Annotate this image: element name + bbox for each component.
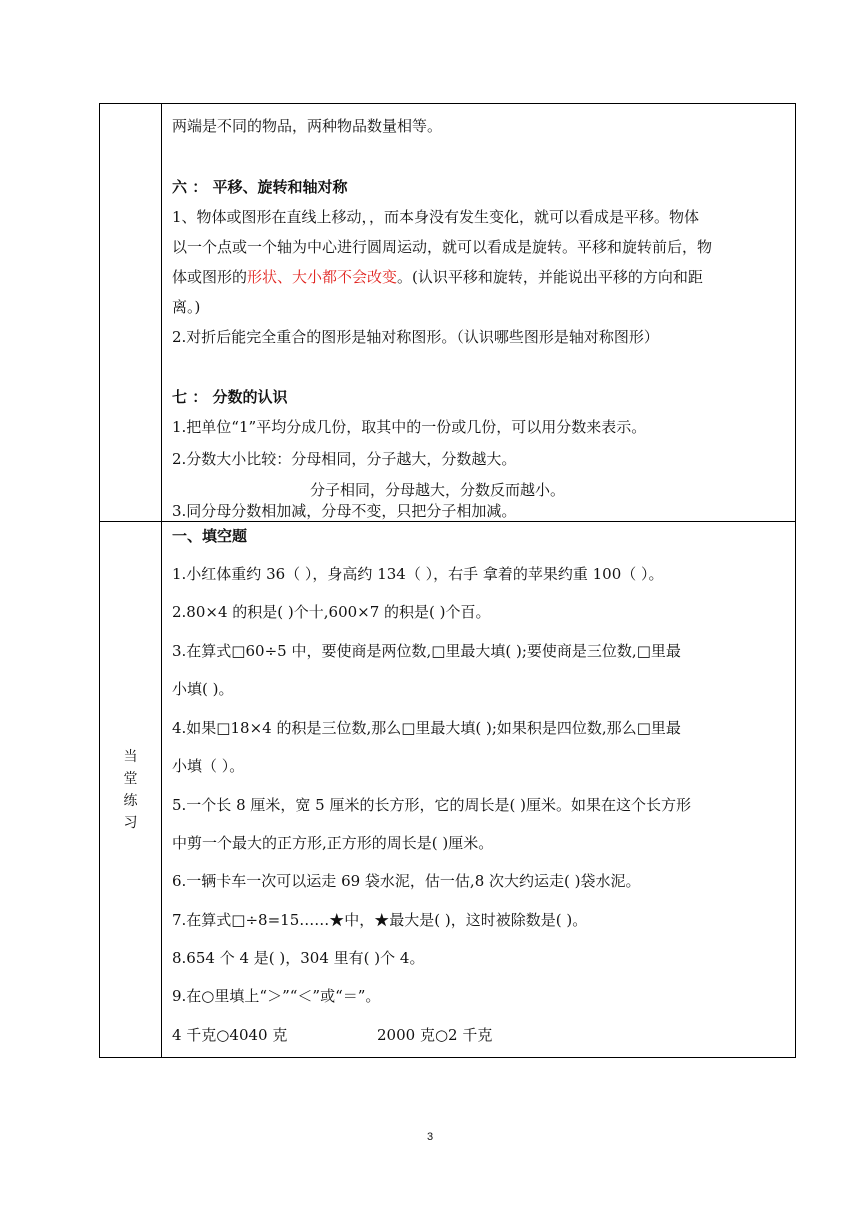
question-10-left: 4 千克○4040 克 [172,1026,288,1044]
text-line: 分子相同，分母越大，分数反而越小。 [310,481,566,499]
page-number: 3 [426,1131,434,1143]
label-char: 当 [123,749,138,765]
question-8: 8.654 个 4 是( )，304 里有( )个 4。 [172,949,425,967]
text-line: 离。) [172,298,201,316]
section-heading-6: 六 ： 平移、旋转和轴对称 [172,178,348,196]
question-1: 1.小红体重约 36（ ），身高约 134（ ），右手 拿着的苹果约重 100（ ）。 [172,565,664,583]
question-3: 3.在算式□60÷5 中，要使商是两位数,□里最大填( );要使商是三位数,□里最 [172,642,681,660]
question-9: 9.在○里填上“＞”“＜”或“＝”。 [172,987,381,1005]
label-char: 习 [123,815,138,831]
question-4-cont: 小填（ ）。 [172,757,245,775]
question-6: 6.一辆卡车一次可以运走 69 袋水泥，估一估,8 次大约运走( )袋水泥。 [172,872,641,890]
practice-heading: 一、填空题 [172,527,248,545]
question-2: 2.80×4 的积是( )个十,600×7 的积是( )个百。 [172,603,491,621]
question-4: 4.如果□18×4 的积是三位数,那么□里最大填( );如果积是四位数,那么□里最 [172,719,681,737]
practice-label [100,746,161,834]
text-line-highlight [172,267,703,287]
label-char: 练 [123,793,138,809]
highlighted-text: 形状、大小都不会改变 [247,268,398,286]
question-5: 5.一个长 8 厘米，宽 5 厘米的长方形，它的周长是( )厘米。如果在这个长方形 [172,796,691,814]
text-segment: 体或图形的 [172,268,248,286]
text-segment: 。(认识平移和旋转，并能说出平移的方向和距 [397,268,703,286]
content-table [99,103,796,1058]
question-5-cont: 中剪一个最大的正方形,正方形的周长是( )厘米。 [172,834,494,852]
text-line: 3.同分母分数相加减，分母不变，只把分子相加减。 [172,502,517,520]
text-line: 1、物体或图形在直线上移动，，而本身没有发生变化，就可以看成是平移。物体 [172,208,700,226]
text-line: 2.分数大小比较：分母相同，分子越大，分数越大。 [172,450,517,468]
text-line: 2.对折后能完全重合的图形是轴对称图形。（认识哪些图形是轴对称图形） [172,328,659,346]
column-divider [161,104,162,1057]
section-heading-7: 七 ： 分数的认识 [172,388,288,406]
text-line: 两端是不同的物品，两种物品数量相等。 [172,117,443,135]
text-line: 以一个点或一个轴为中心进行圆周运动，就可以看成是旋转。平移和旋转前后，物 [172,238,713,256]
label-char: 堂 [123,771,138,787]
question-3-cont: 小填( )。 [172,680,234,698]
text-line: 1.把单位“1”平均分成几份，取其中的一份或几份，可以用分数来表示。 [172,418,647,436]
question-7: 7.在算式□÷8=15……★中，★最大是( )，这时被除数是( )。 [172,911,588,929]
question-10-right: 2000 克○2 千克 [377,1026,493,1044]
row-divider [100,521,795,522]
